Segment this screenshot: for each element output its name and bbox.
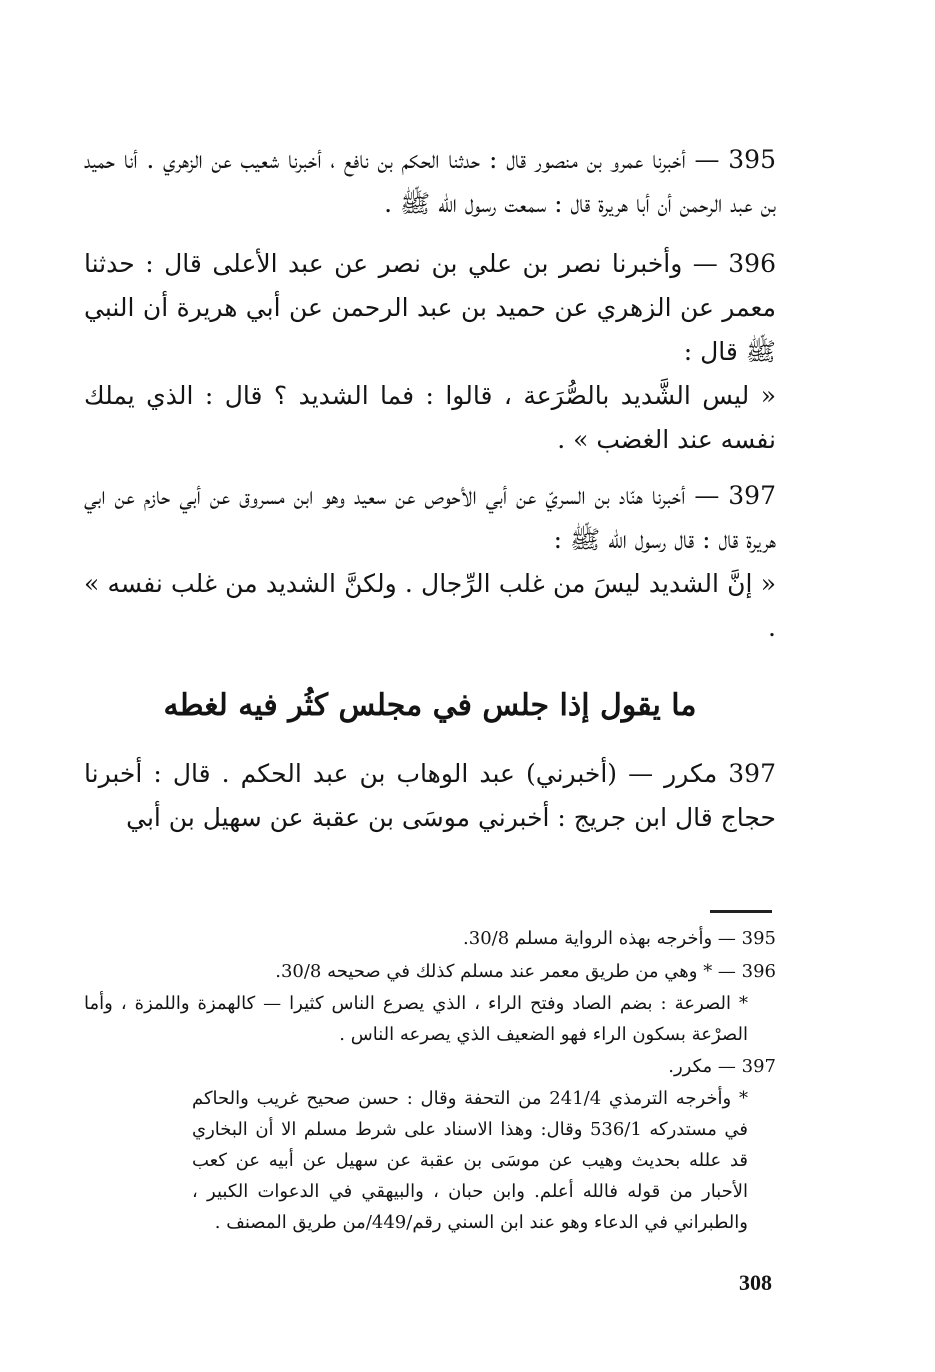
footnote-397-comment: * وأخرجه الترمذي 241/4 من التحفة وقال : حسن صحيح غريب والحاكم في مستدركه 536/1 وقال: وهذا الاسناد على شرط مسلم الا أن البخاري قد علله بحديث وهيب عن موسَى بن عقبة عن سهيل عن أبيه عن كعب الأحبار من قوله فالله أعلم. وابن حبان ، والبيهقي في الدعوات الكبير ، والطبراني في الدعاء وهو عند ابن السني رقم/449/من طريق المصنف . — [192, 1088, 748, 1233]
footnote-divider — [710, 910, 772, 913]
hadith-397-repeat: 397 مكرر — (أخبرني) عبد الوهاب بن عبد الحكم . قال : أخبرنا حجاج قال ابن جريج : أخبرني موسَى بن عقبة عن سهيل بن أبي — [84, 759, 776, 832]
main-text — [84, 138, 776, 840]
hadith-396-matn: « ليس الشَّديد بالصُّرَعة ، قالوا : فما الشديد ؟ قال : الذي يملك نفسه عند الغضب » . — [84, 381, 776, 454]
hadith-397-matn: « إنَّ الشديد ليسَ من غلب الرِّجال . ولكنَّ الشديد من غلب نفسه » . — [84, 569, 776, 642]
hadith-396-isnad: 396 — وأخبرنا نصر بن علي بن نصر عن عبد الأعلى قال : حدثنا معمر عن الزهري عن حميد بن عبد الرحمن عن أبي هريرة أن النبي ﷺ قال : — [84, 249, 776, 366]
footnotes — [84, 922, 776, 1238]
section-heading: ما يقول إذا جلس في مجلس كثُر فيه لغطه — [163, 688, 697, 723]
footnote-396-comment: * الصرعة : بضم الصاد وفتح الراء ، الذي يصرع الناس كثيرا — كالهمزة واللمزة ، وأما الصرْعة بسكون الراء فهو الضعيف الذي يصرعه الناس . — [84, 993, 748, 1045]
page-number: 308 — [739, 1270, 772, 1295]
hadith-395: 395 — أخبرنا عمرو بن منصور قال : حدثنا الحكم بن نافع ، أخبرنا شعيب عن الزهري . أنا حميد بن عبد الرحمن أن أبا هريرة قال : سمعت رسول الله ﷺ . — [84, 145, 776, 218]
hadith-397-isnad: 397 — أخبرنا هنّاد بن السريّ عن أبي الأحوص عن سعيد وهو ابن مسروق عن أبي حازم عن ابي هريرة قال : قال رسول الله ﷺ : — [84, 481, 776, 554]
footnote-395: 395 — وأخرجه بهذه الرواية مسلم 30/8. — [463, 928, 776, 949]
footnote-397: 397 — مكرر. — [668, 1056, 776, 1077]
footnote-396: 396 — * وهي من طريق معمر عند مسلم كذلك في صحيحه 30/8. — [275, 961, 776, 982]
